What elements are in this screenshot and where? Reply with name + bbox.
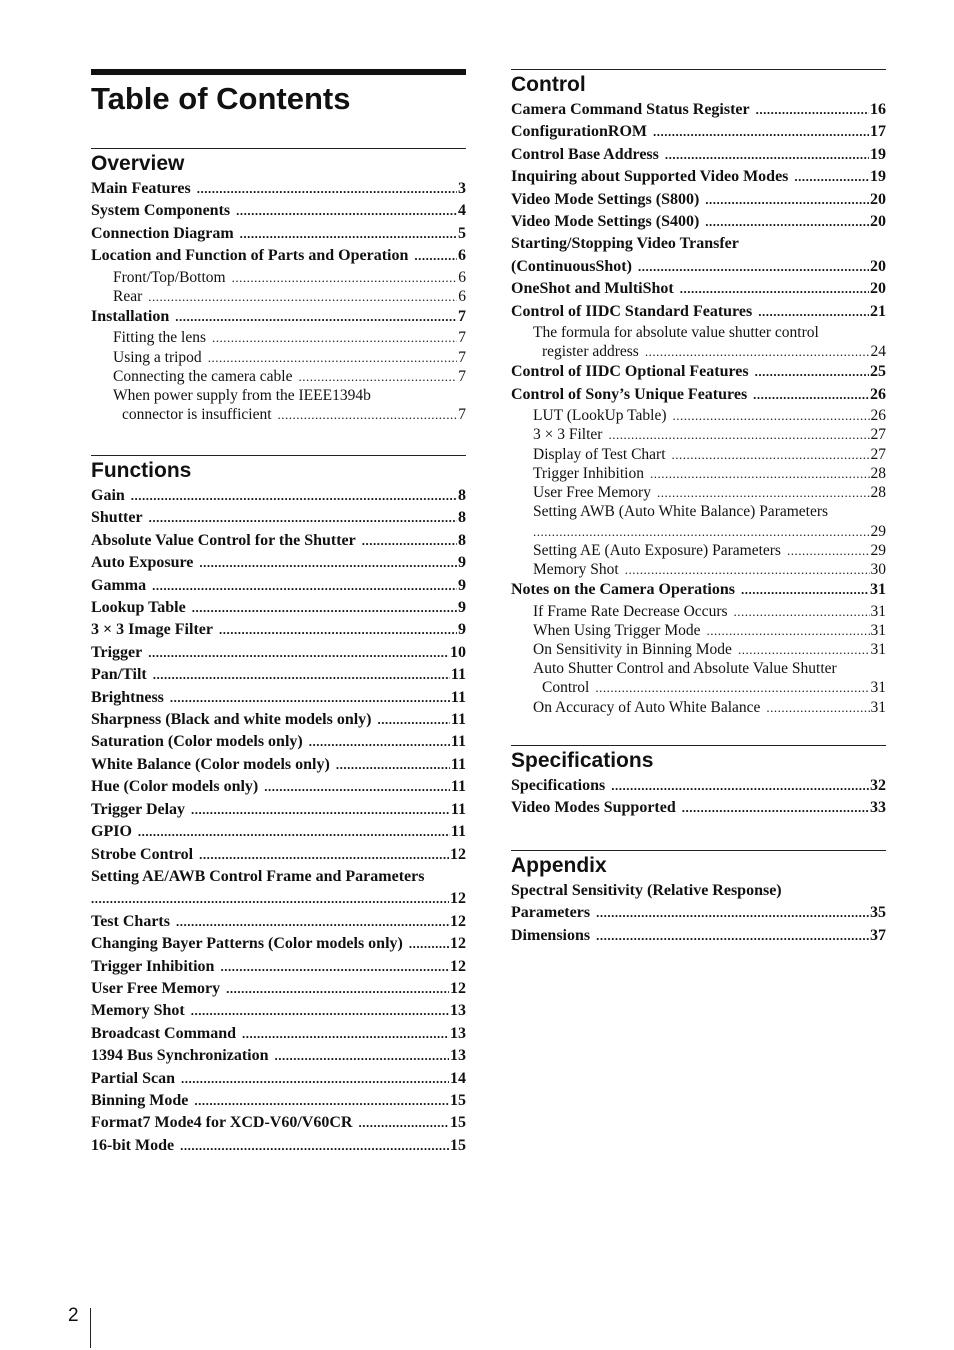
toc-entry[interactable]: Saturation (Color models only) ..... 11 — [91, 731, 466, 753]
toc-entry[interactable]: Broadcast Command ..... 13 — [91, 1023, 466, 1045]
toc-subentry[interactable]: The formula for absolute value shutter control register address ..... 24 — [511, 323, 886, 361]
section-heading-appendix: Appendix — [511, 850, 886, 879]
toc-entry[interactable]: Notes on the Camera Operations ..... 31 — [511, 579, 886, 601]
toc-entry[interactable]: 1394 Bus Synchronization ..... 13 — [91, 1045, 466, 1067]
toc-entry[interactable]: Video Modes Supported ..... 33 — [511, 797, 886, 819]
toc-subentry[interactable]: Connecting the camera cable ..... 7 — [91, 367, 466, 386]
toc-entry[interactable]: Control Base Address ..... 19 — [511, 144, 886, 166]
toc-entry[interactable]: ConfigurationROM ..... 17 — [511, 121, 886, 143]
toc-subentry[interactable]: Fitting the lens ..... 7 — [91, 328, 466, 347]
toc-entry[interactable]: 3 × 3 Image Filter ..... 9 — [91, 619, 466, 641]
toc-entry[interactable]: Pan/Tilt ..... 11 — [91, 664, 466, 686]
section-heading-specifications: Specifications — [511, 745, 886, 774]
toc-entry[interactable]: Brightness ..... 11 — [91, 687, 466, 709]
toc-entry[interactable]: Connection Diagram ..... 5 — [91, 223, 466, 245]
toc-entry[interactable]: Memory Shot ..... 13 — [91, 1000, 466, 1022]
toc-subentry[interactable]: Auto Shutter Control and Absolute Value Shutter Control ..... 31 — [511, 659, 886, 697]
toc-entry[interactable]: GPIO ..... 11 — [91, 821, 466, 843]
page-number: 2 — [68, 1305, 79, 1326]
toc-entry[interactable]: User Free Memory ..... 12 — [91, 978, 466, 1000]
section-heading-functions: Functions — [91, 455, 466, 484]
toc-entry[interactable]: Lookup Table ..... 9 — [91, 597, 466, 619]
toc-entry[interactable]: Camera Command Status Register ..... 16 — [511, 99, 886, 121]
toc-subentry[interactable]: Trigger Inhibition ..... 28 — [511, 464, 886, 483]
toc-entry[interactable]: Sharpness (Black and white models only) ..... 11 — [91, 709, 466, 731]
toc-entry[interactable]: Format7 Mode4 for XCD-V60/V60CR ..... 15 — [91, 1112, 466, 1134]
toc-entry[interactable]: Control of Sony’s Unique Features ..... 26 — [511, 384, 886, 406]
toc-subentry[interactable]: On Accuracy of Auto White Balance ..... 31 — [511, 698, 886, 717]
section-overview — [91, 148, 466, 424]
toc-subentry[interactable]: If Frame Rate Decrease Occurs ..... 31 — [511, 602, 886, 621]
toc-subentry[interactable]: Setting AE (Auto Exposure) Parameters ..... 29 — [511, 541, 886, 560]
toc-entry[interactable]: Installation ..... 7 — [91, 306, 466, 328]
toc-subentry[interactable]: Memory Shot ..... 30 — [511, 560, 886, 579]
toc-entry[interactable]: Control of IIDC Optional Features ..... 25 — [511, 361, 886, 383]
section-functions — [91, 455, 466, 1157]
toc-entry[interactable]: Test Charts ..... 12 — [91, 911, 466, 933]
section-control — [511, 69, 886, 717]
toc-entry[interactable]: Trigger Delay ..... 11 — [91, 799, 466, 821]
toc-entry[interactable]: Gamma ..... 9 — [91, 575, 466, 597]
section-heading-control: Control — [511, 69, 886, 98]
toc-entry[interactable]: Starting/Stopping Video Transfer (ContinuousShot) ..... 20 — [511, 233, 886, 278]
toc-entry[interactable]: Location and Function of Parts and Operation ..... 6 — [91, 245, 466, 267]
toc-subentry[interactable]: Using a tripod ..... 7 — [91, 348, 466, 367]
toc-entry[interactable]: Auto Exposure ..... 9 — [91, 552, 466, 574]
toc-entry[interactable]: Trigger ..... 10 — [91, 642, 466, 664]
toc-entry[interactable]: Strobe Control ..... 12 — [91, 844, 466, 866]
toc-entry[interactable]: Video Mode Settings (S400) ..... 20 — [511, 211, 886, 233]
toc-entry[interactable]: Absolute Value Control for the Shutter ..... 8 — [91, 530, 466, 552]
toc-entry[interactable]: System Components ..... 4 — [91, 200, 466, 222]
toc-subentry[interactable]: When Using Trigger Mode ..... 31 — [511, 621, 886, 640]
toc-entry[interactable]: Gain ..... 8 — [91, 485, 466, 507]
toc-subentry[interactable]: Setting AWB (Auto White Balance) Parameters ..... 29 — [511, 502, 886, 540]
toc-entry[interactable]: Inquiring about Supported Video Modes ..... 19 — [511, 166, 886, 188]
toc-entry[interactable]: 16-bit Mode ..... 15 — [91, 1135, 466, 1157]
toc-subentry[interactable]: Front/Top/Bottom ..... 6 — [91, 268, 466, 287]
toc-entry[interactable]: Partial Scan ..... 14 — [91, 1068, 466, 1090]
toc-entry[interactable]: White Balance (Color models only) ..... 11 — [91, 754, 466, 776]
toc-subentry[interactable]: User Free Memory ..... 28 — [511, 483, 886, 502]
toc-subentry[interactable]: Display of Test Chart ..... 27 — [511, 445, 886, 464]
toc-entry[interactable]: Dimensions ..... 37 — [511, 925, 886, 947]
toc-entry[interactable]: Changing Bayer Patterns (Color models only) ..... 12 — [91, 933, 466, 955]
toc-entry[interactable]: Spectral Sensitivity (Relative Response) Parameters ..... 35 — [511, 880, 886, 925]
toc-entry[interactable]: Video Mode Settings (S800) ..... 20 — [511, 189, 886, 211]
toc-subentry[interactable]: Rear ..... 6 — [91, 287, 466, 306]
section-appendix — [511, 850, 886, 947]
page-title: Table of Contents — [91, 69, 466, 117]
toc-subentry[interactable]: On Sensitivity in Binning Mode ..... 31 — [511, 640, 886, 659]
toc-subentry[interactable]: When power supply from the IEEE1394b connector is insufficient ..... 7 — [91, 386, 466, 424]
toc-entry[interactable]: Trigger Inhibition ..... 12 — [91, 956, 466, 978]
toc-entry[interactable]: Shutter ..... 8 — [91, 507, 466, 529]
toc-entry[interactable]: Binning Mode ..... 15 — [91, 1090, 466, 1112]
section-specifications — [511, 745, 886, 820]
toc-entry[interactable]: Setting AE/AWB Control Frame and Parameters ..... 12 — [91, 866, 466, 911]
toc-entry[interactable]: OneShot and MultiShot ..... 20 — [511, 278, 886, 300]
page-number-divider — [90, 1308, 91, 1348]
toc-entry[interactable]: Hue (Color models only) ..... 11 — [91, 776, 466, 798]
toc-entry[interactable]: Specifications ..... 32 — [511, 775, 886, 797]
toc-entry[interactable]: Main Features ..... 3 — [91, 178, 466, 200]
toc-entry[interactable]: Control of IIDC Standard Features ..... 21 — [511, 301, 886, 323]
toc-subentry[interactable]: 3 × 3 Filter ..... 27 — [511, 425, 886, 444]
section-heading-overview: Overview — [91, 148, 466, 177]
toc-subentry[interactable]: LUT (LookUp Table) ..... 26 — [511, 406, 886, 425]
